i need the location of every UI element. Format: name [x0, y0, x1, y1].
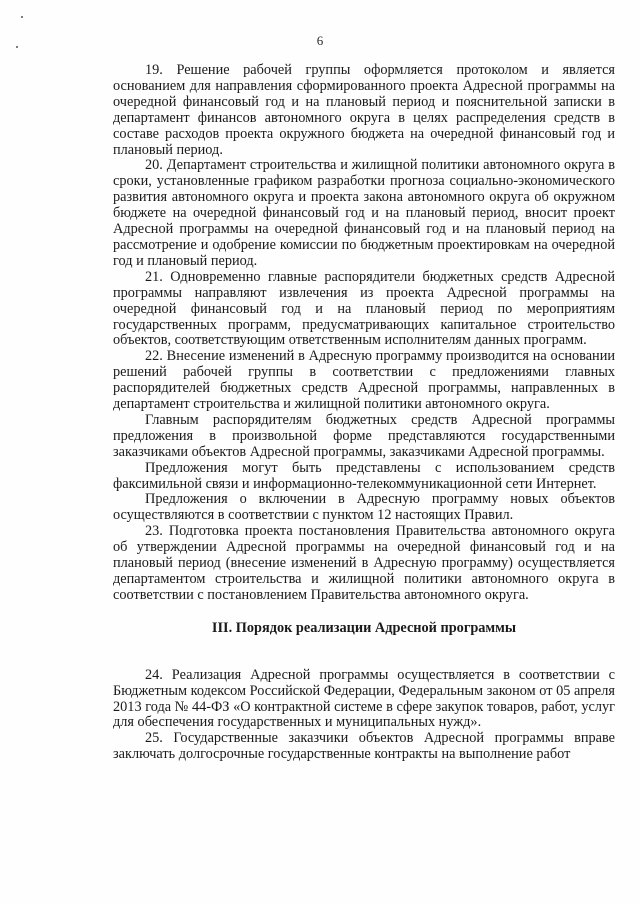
paragraph-21: 21. Одновременно главные распорядители бюджетных средств Адресной программы направляют извлечения из проекта Адресной программы на очередной финансовый год и на плановый период по мероприятиям государственных программ, предусматривающих капитальное строительство объектов, соответствующим ответственным исполнителям данных программ. — [113, 268, 615, 349]
paragraph-20: 20. Департамент строительства и жилищной политики автономного округа в сроки, установленные графиком разработки прогноза социально-экономического развития автономного округа и проекта закона автономного округа об окружном бюджете на очередной финансовый год и на плановый период, вносит проект Адресной программы на очередной финансовый год и на плановый период на рассмотрение и одобрение комиссии по бюджетным проектировкам на очередной год и плановый период. — [113, 157, 615, 269]
section-heading: III. Порядок реализации Адресной программы — [211, 619, 517, 636]
paragraph-19: 19. Решение рабочей группы оформляется протоколом и является основанием для направления сформированного проекта Адресной программы на очередной финансовый год и на плановый период и пояснительной записки в департамент финансов автономного округа в целях распределения средств в составе расходов проекта окружного бюджета на очередной финансовый год и плановый период. — [113, 62, 615, 158]
paragraph-24: 24. Реализация Адресной программы осуществляется в соответствии с Бюджетным кодексом Российской Федерации, Федеральным законом от 05 апреля 2013 года № 44-ФЗ «О контрактной системе в сфере закупок товаров, работ, услуг для обеспечения государственных и муниципальных нужд». — [113, 666, 615, 731]
paragraph-22-proposals: Главным распорядителям бюджетных средств Адресной программы предложения в произвольной форме представляются государственными заказчиками объектов Адресной программы, заказчиками Адресной программы. — [113, 411, 615, 460]
scan-speck — [21, 16, 23, 18]
document-body — [113, 63, 615, 763]
paragraph-22-new-objects: Предложения о включении в Адресную программу новых объектов осуществляются в соответствии с пунктом 12 настоящих Правил. — [113, 491, 615, 524]
paragraph-25: 25. Государственные заказчики объектов Адресной программы вправе заключать долгосрочные государственные контракты на выполнение работ — [113, 730, 615, 763]
paragraph-23: 23. Подготовка проекта постановления Правительства автономного округа об утверждении Адресной программы на очередной финансовый год и на плановый период (внесение изменений в Адресную программу) осуществляется департаментом строительства и жилищной политики автономного округа в соответствии с постановлением Правительства автономного округа. — [113, 523, 615, 603]
paragraph-22: 22. Внесение изменений в Адресную программу производится на основании решений рабочей группы в соответствии с предложениями главных распорядителей бюджетных средств Адресной программы, направленных в департамент строительства и жилищной политики автономного округа. — [113, 348, 615, 413]
paragraph-22-submission: Предложения могут быть представлены с использованием средств факсимильной связи и информационно-телекоммуникационной сети Интернет. — [113, 459, 615, 492]
page-number: 6 — [316, 33, 324, 48]
